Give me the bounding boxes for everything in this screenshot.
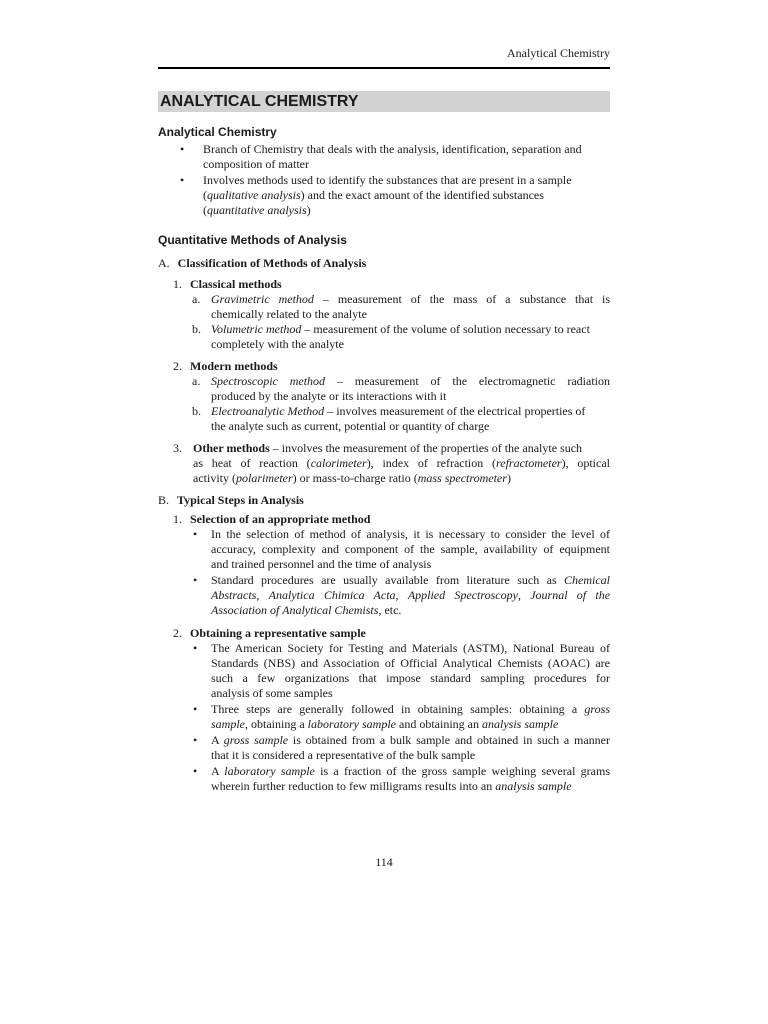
bullet-definition <box>180 142 610 172</box>
text-line: composition of matter <box>203 157 309 171</box>
text-line: Involves methods used to identify the substances that are present in a sample <box>203 173 572 187</box>
bullet-glyph: • <box>193 527 198 541</box>
bullet-methods <box>180 173 610 219</box>
page-number: 114 <box>375 855 393 869</box>
bullet-glyph: • <box>193 702 198 716</box>
bullet-glyph: • <box>193 641 198 655</box>
bullet-glyph: • <box>193 764 198 778</box>
bullet-glyph: • <box>180 142 185 156</box>
text-line: (quantitative analysis) <box>203 203 311 217</box>
bullet-glyph: • <box>193 733 198 747</box>
section-heading-analytical-chemistry: Analytical Chemistry <box>158 125 277 139</box>
section-heading-quantitative-methods: Quantitative Methods of Analysis <box>158 233 347 247</box>
subsection-a: A. Classification of Methods of Analysis <box>158 256 367 270</box>
subsection-b: B. Typical Steps in Analysis <box>158 493 304 507</box>
item-selection-method: 1. Selection of an appropriate method <box>173 512 371 526</box>
text-line: (qualitative analysis) and the exact amount of the identified substances <box>203 188 544 202</box>
running-header: Analytical Chemistry <box>507 46 610 60</box>
bullet-glyph: • <box>193 573 198 587</box>
text-line: Branch of Chemistry that deals with the analysis, identification, separation and <box>203 142 582 156</box>
item-classical-methods: 1. Classical methods <box>173 277 282 291</box>
bullet-glyph: • <box>180 173 185 187</box>
item-modern-methods: 2. Modern methods <box>173 359 278 373</box>
item-representative-sample: 2. Obtaining a representative sample <box>173 626 366 640</box>
header-rule <box>158 67 610 69</box>
title-bar <box>158 91 610 112</box>
page-title: ANALYTICAL CHEMISTRY <box>160 93 359 110</box>
